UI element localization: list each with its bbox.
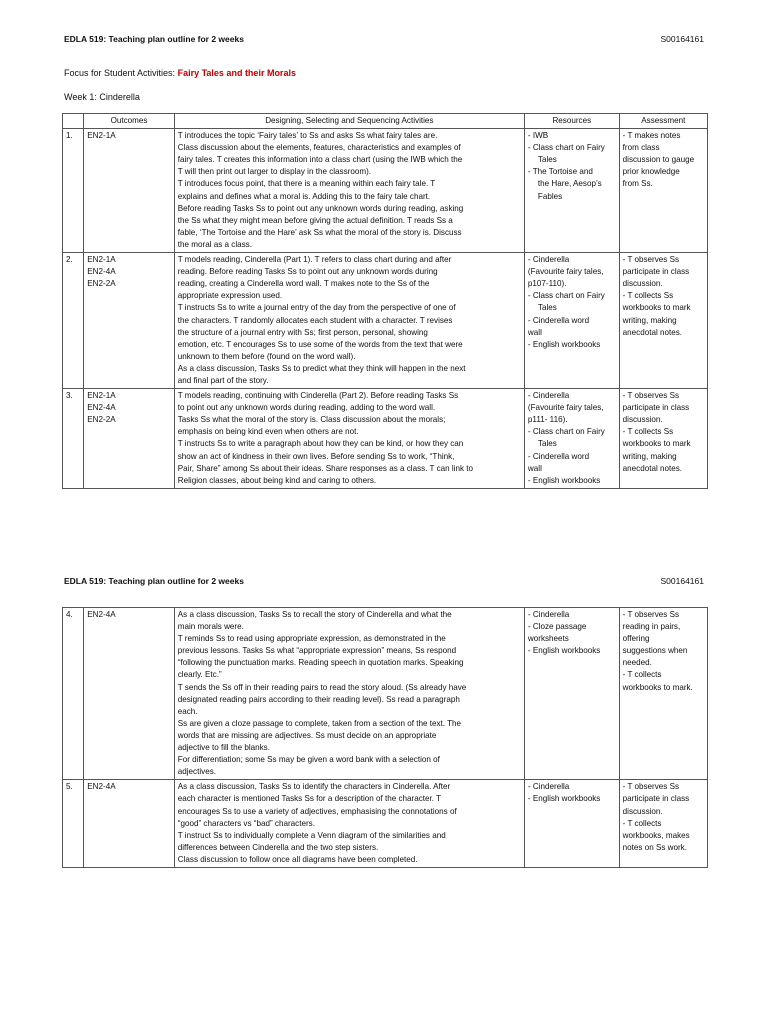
table-row (63, 608, 708, 780)
cell-line: EN2-1A (87, 131, 116, 141)
cell-line: “good” characters vs “bad” characters. (177, 818, 315, 828)
cell-line: clearly. Etc.” (177, 670, 222, 680)
cell-line: workbooks to mark (622, 439, 691, 449)
cell-line: Pair, Share” among Ss about their ideas. Share responses as a class. T can link to (177, 463, 474, 473)
cell-line: (Favourite fairy tales, (527, 403, 604, 413)
col-number-header (63, 114, 84, 129)
cell-line: - Cloze passage (527, 622, 587, 632)
cell-line: - Class chart on Fairy (527, 427, 605, 437)
plan-table-2 (62, 607, 708, 868)
cell-line: T introduces focus point, that there is a meaning within each fairy tale. T (177, 179, 436, 189)
cell-line: show an act of kindness in their own lives. Before sending Ss to work, “Think, (177, 451, 455, 461)
cell-line: to point out any unknown words during reading, adding to the word wall. (177, 403, 436, 413)
cell-line: from class (622, 143, 660, 153)
outcomes-cell (84, 389, 174, 489)
cell-line: T instructs Ss to write a journal entry of the day from the perspective of one of (177, 303, 456, 313)
cell-line: - T collects (622, 818, 662, 828)
table-row (63, 780, 708, 868)
cell-line: anecdotal notes. (622, 463, 683, 473)
row-number: 5. (63, 780, 84, 868)
cell-line: notes on Ss work. (622, 842, 687, 852)
cell-line: Tales (537, 303, 557, 313)
activities-cell (174, 389, 524, 489)
cell-line: EN2-4A (87, 403, 116, 413)
cell-line: - T collects (622, 670, 662, 680)
cell-line: the characters. T randomly allocates each student with a character. T revises (177, 315, 453, 325)
cell-line: emphasis on being kind even when others are not. (177, 427, 359, 437)
row-number: 4. (63, 608, 84, 780)
cell-line: and final part of the story. (177, 375, 269, 385)
cell-line: - IWB (527, 131, 549, 141)
cell-line: worksheets (527, 634, 569, 644)
cell-line: reading in pairs, (622, 622, 681, 632)
cell-line: Before reading Tasks Ss to point out any unknown words during reading, asking (177, 203, 464, 213)
cell-line: EN2-2A (87, 415, 116, 425)
cell-line: For differentiation; some Ss may be given a word bank with a selection of (177, 755, 440, 765)
cell-line: - Cinderella word (527, 315, 590, 325)
resources-cell (524, 129, 619, 253)
cell-line: As a class discussion, Tasks Ss to predict what they think will happen in the next (177, 363, 466, 373)
cell-line: participate in class (622, 794, 690, 804)
cell-line: prior knowledge (622, 167, 680, 177)
table-header-row (63, 114, 708, 129)
cell-line: explains and defines what a moral is. Adding this to the fairy tale chart. (177, 191, 431, 201)
cell-line: T will then print out larger to display in the classroom). (177, 167, 372, 177)
cell-line: EN2-4A (87, 782, 116, 792)
cell-line: - T observes Ss (622, 782, 680, 792)
cell-line: - Cinderella word (527, 451, 590, 461)
cell-line: EN2-4A (87, 267, 116, 277)
week-heading: Week 1: Cinderella (64, 92, 140, 102)
col-resources-header: Resources (524, 114, 619, 129)
cell-line: fable, ‘The Tortoise and the Hare’ ask Ss what the moral of the story is. Discuss (177, 227, 462, 237)
cell-line: the Ss what they might mean before giving the actual definition. T reads Ss a (177, 215, 453, 225)
cell-line: Religion classes, about being kind and caring to others. (177, 475, 377, 485)
cell-line: EN2-4A (87, 610, 116, 619)
cell-line: discussion. (622, 806, 663, 816)
cell-line: anecdotal notes. (622, 327, 683, 337)
cell-line: - Cinderella (527, 610, 570, 619)
cell-line: main morals were. (177, 622, 244, 632)
cell-line: p107-110). (527, 279, 567, 289)
cell-line: workbooks to mark (622, 303, 691, 313)
cell-line: the Hare, Aesop’s (537, 179, 602, 189)
outcomes-cell (84, 129, 174, 253)
assessment-cell (619, 780, 707, 868)
outcomes-cell (84, 780, 174, 868)
col-assessment-header: Assessment (619, 114, 707, 129)
focus-label: Focus for Student Activities: (64, 68, 176, 78)
table-row (63, 389, 708, 489)
row-number: 2. (63, 253, 84, 389)
cell-line: - Cinderella (527, 782, 570, 792)
cell-line: needed. (622, 658, 652, 668)
header-student-id: S00164161 (660, 576, 704, 586)
cell-line: - English workbooks (527, 339, 601, 349)
cell-line: Class discussion about the elements, features, characteristics and examples of (177, 143, 461, 153)
cell-line: T reminds Ss to read using appropriate expression, as demonstrated in the (177, 634, 446, 644)
cell-line: unknown to them before (found on the word wall). (177, 351, 356, 361)
cell-line: T instructs Ss to write a paragraph about how they can be kind, or how they can (177, 439, 464, 449)
cell-line: Tasks Ss what the moral of the story is. Class discussion about the morals; (177, 415, 446, 425)
cell-line: T sends the Ss off in their reading pairs to read the story aloud. (Ss already have (177, 682, 467, 692)
cell-line: - Cinderella (527, 255, 570, 265)
activities-cell (174, 608, 524, 780)
cell-line: adjectives. (177, 767, 216, 777)
cell-line: - T observes Ss (622, 610, 680, 619)
cell-line: EN2-1A (87, 391, 116, 401)
assessment-cell (619, 608, 707, 780)
cell-line: Tales (537, 439, 557, 449)
cell-line: - English workbooks (527, 475, 601, 485)
cell-line: - T makes notes (622, 131, 681, 141)
cell-line: T models reading, Cinderella (Part 1). T refers to class chart during and after (177, 255, 452, 265)
cell-line: adjective to fill the blanks. (177, 743, 270, 753)
activities-cell (174, 129, 524, 253)
header-title: EDLA 519: Teaching plan outline for 2 weeks (64, 576, 244, 586)
focus-topic: Fairy Tales and their Morals (177, 68, 296, 78)
resources-cell (524, 253, 619, 389)
cell-line: each. (177, 706, 198, 716)
cell-line: workbooks to mark. (622, 682, 693, 692)
cell-line: reading, creating a Cinderella word wall. T makes note to the Ss of the (177, 279, 430, 289)
cell-line: workbooks, makes (622, 830, 690, 840)
cell-line: - T collects Ss (622, 427, 674, 437)
cell-line: each character is mentioned Tasks Ss for a description of the character. T (177, 794, 442, 804)
table-body-2 (63, 608, 708, 868)
cell-line: writing, making (622, 451, 677, 461)
cell-line: - T collects Ss (622, 291, 674, 301)
cell-line: appropriate expression used. (177, 291, 283, 301)
cell-line: differences between Cinderella and the two step sisters. (177, 842, 379, 852)
activities-cell (174, 253, 524, 389)
cell-line: T introduces the topic ‘Fairy tales’ to Ss and asks Ss what fairy tales are. (177, 131, 438, 141)
resources-cell (524, 608, 619, 780)
header-title: EDLA 519: Teaching plan outline for 2 weeks (64, 34, 244, 44)
outcomes-cell (84, 253, 174, 389)
cell-line: discussion. (622, 415, 663, 425)
cell-line: designated reading pairs according to their reading level). Ss read a paragraph (177, 694, 460, 704)
col-outcomes-header: Outcomes (84, 114, 174, 129)
cell-line: discussion. (622, 279, 663, 289)
page-header-1 (64, 34, 704, 44)
cell-line: - The Tortoise and (527, 167, 593, 177)
activities-cell (174, 780, 524, 868)
cell-line: fairy tales. T creates this information into a class chart (using the IWB which the (177, 155, 463, 165)
cell-line: (Favourite fairy tales, (527, 267, 604, 277)
assessment-cell (619, 253, 707, 389)
cell-line: participate in class (622, 267, 690, 277)
cell-line: - English workbooks (527, 646, 601, 656)
outcomes-cell (84, 608, 174, 780)
cell-line: previous lessons. Tasks Ss what “appropriate expression” means, Ss respond (177, 646, 457, 656)
cell-line: suggestions when (622, 646, 688, 656)
assessment-cell (619, 129, 707, 253)
cell-line: - English workbooks (527, 794, 601, 804)
cell-line: As a class discussion, Tasks Ss to identify the characters in Cinderella. After (177, 782, 451, 792)
cell-line: Ss are given a cloze passage to complete, taken from a section of the text. The (177, 718, 462, 728)
cell-line: T instruct Ss to individually complete a Venn diagram of the similarities and (177, 830, 446, 840)
cell-line: - Class chart on Fairy (527, 291, 605, 301)
cell-line: discussion to gauge (622, 155, 695, 165)
cell-line: the structure of a journal entry with Ss; first person, personal, showing (177, 327, 428, 337)
plan-table-1 (62, 113, 708, 489)
cell-line: - T observes Ss (622, 391, 680, 401)
cell-line: - Cinderella (527, 391, 570, 401)
cell-line: As a class discussion, Tasks Ss to recall the story of Cinderella and what the (177, 610, 452, 619)
cell-line: reading. Before reading Tasks Ss to point out any unknown words during (177, 267, 438, 277)
cell-line: Tales (537, 155, 557, 165)
table-row (63, 129, 708, 253)
page-header-2 (64, 576, 704, 586)
cell-line: writing, making (622, 315, 677, 325)
cell-line: wall (527, 463, 542, 473)
header-student-id: S00164161 (660, 34, 704, 44)
cell-line: Class discussion to follow once all diagrams have been completed. (177, 854, 418, 864)
table-body-1 (63, 129, 708, 489)
cell-line: emotion, etc. T encourages Ss to use some of the words from the text that were (177, 339, 463, 349)
cell-line: - T observes Ss (622, 255, 680, 265)
cell-line: “following the punctuation marks. Reading speech in quotation marks. Speaking (177, 658, 464, 668)
cell-line: EN2-1A (87, 255, 116, 265)
row-number: 3. (63, 389, 84, 489)
cell-line: Fables (537, 191, 563, 201)
cell-line: participate in class (622, 403, 690, 413)
resources-cell (524, 780, 619, 868)
cell-line: the moral as a class. (177, 239, 252, 249)
cell-line: from Ss. (622, 179, 653, 189)
cell-line: EN2-2A (87, 279, 116, 289)
cell-line: - Class chart on Fairy (527, 143, 605, 153)
resources-cell (524, 389, 619, 489)
col-activities-header: Designing, Selecting and Sequencing Activities (174, 114, 524, 129)
cell-line: words that are missing are adjectives. Ss must decide on an appropriate (177, 730, 437, 740)
cell-line: encourages Ss to use a variety of adjectives, emphasising the connotations of (177, 806, 457, 816)
focus-line (64, 68, 296, 78)
cell-line: wall (527, 327, 542, 337)
assessment-cell (619, 389, 707, 489)
row-number: 1. (63, 129, 84, 253)
cell-line: T models reading, continuing with Cinderella (Part 2). Before reading Tasks Ss (177, 391, 459, 401)
cell-line: offering (622, 634, 650, 644)
table-row (63, 253, 708, 389)
cell-line: p111- 116). (527, 415, 568, 425)
